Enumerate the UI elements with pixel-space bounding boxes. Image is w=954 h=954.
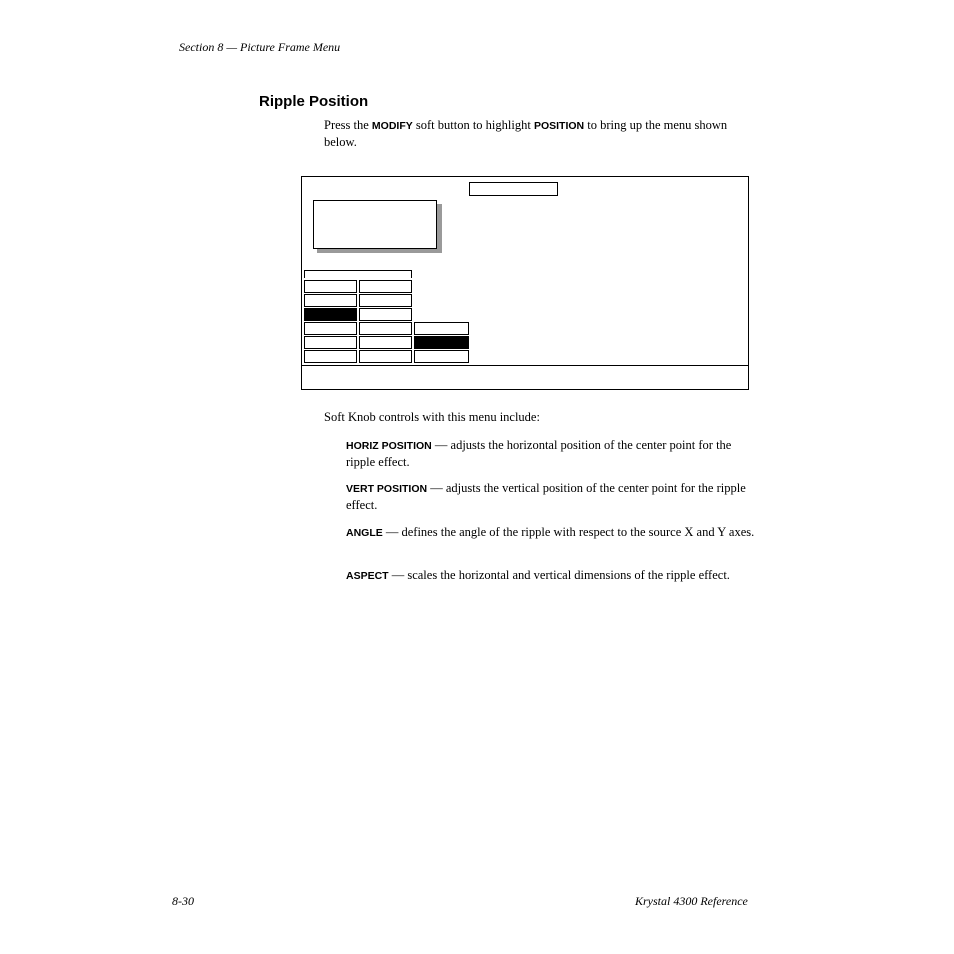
soft-knob-intro: Soft Knob controls with this menu include: (324, 410, 540, 424)
intro-text-1: Press the (324, 118, 372, 132)
section-title: Ripple Position (259, 93, 369, 110)
intro-text-2: soft button to highlight (412, 118, 534, 132)
intro-text-3: to bring up the menu shown below. (324, 118, 728, 149)
menu-title-box (469, 182, 558, 196)
menu-cell (359, 322, 412, 335)
control-description: — adjusts the horizontal position of the center point for the ripple effect. (346, 438, 732, 469)
menu-cell (304, 350, 357, 363)
menu-column-header (304, 270, 412, 278)
control-name: ASPECT (346, 570, 389, 582)
page-number: 8-30 (172, 894, 194, 908)
menu-cell (359, 308, 412, 321)
menu-status-divider (302, 365, 748, 366)
control-angle (346, 524, 758, 541)
control-name: ANGLE (346, 527, 383, 539)
control-name: HORIZ POSITION (346, 440, 432, 452)
menu-cell (304, 336, 357, 349)
menu-cell (359, 280, 412, 293)
menu-panel (313, 200, 437, 249)
menu-cell-selected (414, 336, 469, 349)
book-title: Krystal 4300 Reference (635, 894, 748, 908)
menu-cell (359, 336, 412, 349)
menu-cell (304, 322, 357, 335)
control-description: — defines the angle of the ripple with respect to the source X and Y axes. (382, 525, 755, 539)
running-header: Section 8 — Picture Frame Menu (179, 40, 341, 54)
menu-cell (414, 350, 469, 363)
menu-cell (304, 294, 357, 307)
menu-cell-selected (304, 308, 357, 321)
menu-cell (359, 350, 412, 363)
control-name: VERT POSITION (346, 483, 428, 495)
menu-cell (359, 294, 412, 307)
menu-cell (304, 280, 357, 293)
control-description: — adjusts the vertical position of the center point for the ripple effect. (346, 481, 746, 512)
control-vert-position (346, 480, 758, 513)
menu-cell (414, 322, 469, 335)
intro-paragraph (324, 117, 754, 150)
control-aspect (346, 567, 758, 584)
modify-keyword: MODIFY (371, 120, 413, 132)
position-keyword: POSITION (533, 120, 585, 132)
menu-diagram (301, 176, 749, 390)
control-horiz-position (346, 437, 758, 470)
control-description: — scales the horizontal and vertical dimensions of the ripple effect. (388, 568, 730, 582)
